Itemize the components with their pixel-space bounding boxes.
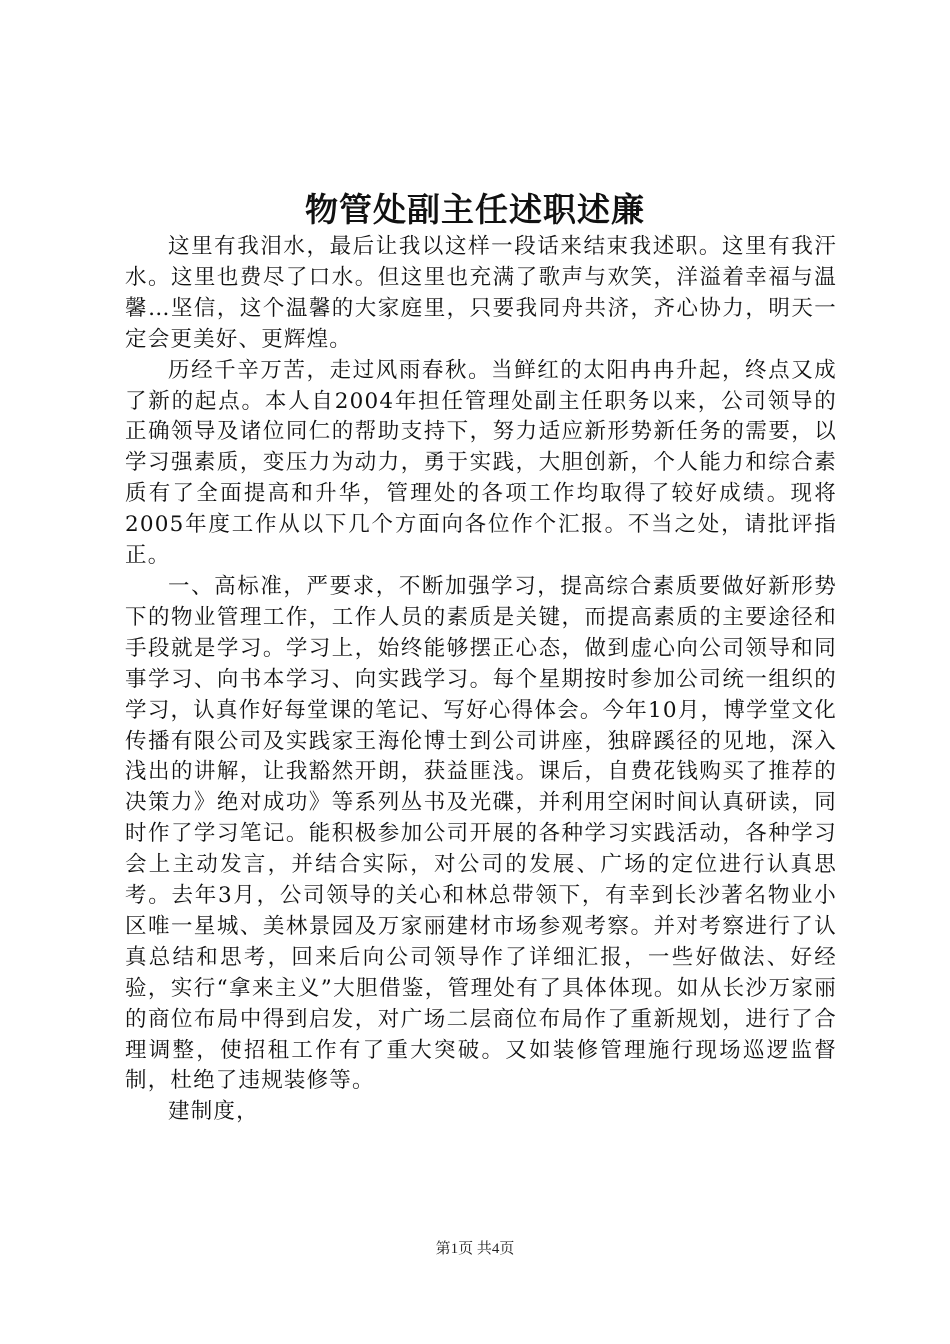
paragraph-2: 历经千辛万苦，走过风雨春秋。当鲜红的太阳冉冉升起，终点又成了新的起点。本人自2004年担任管理处副主任职务以来，公司领导的正确领导及诸位同仁的帮助支持下，努力适应新形势新任务的需要，以学习强素质，变压力为动力，勇于实践，大胆创新，个人能力和综合素质有了全面提高和升华，管理处的各项工作均取得了较好成绩。现将2005年度工作从以下几个方面向各位作个汇报。不当之处，请批评指正。 bbox=[125, 357, 837, 569]
document-title: 物管处副主任述职述廉 bbox=[305, 190, 645, 229]
document-body bbox=[125, 232, 837, 1128]
paragraph-1: 这里有我泪水，最后让我以这样一段话来结束我述职。这里有我汗水。这里也费尽了口水。但这里也充满了歌声与欢笑，洋溢着幸福与温馨…坚信，这个温馨的大家庭里，只要我同舟共济，齐心协力，明天一定会更美好、更辉煌。 bbox=[125, 234, 837, 352]
page-number-footer: 第1页 共4页 bbox=[435, 1241, 515, 1257]
paragraph-4: 建制度， bbox=[168, 1099, 259, 1125]
paragraph-3: 一、高标准，严要求，不断加强学习，提高综合素质要做好新形势下的物业管理工作，工作人员的素质是关键，而提高素质的主要途径和手段就是学习。学习上，始终能够摆正心态，做到虚心向公司领导和同事学习、向书本学习、向实践学习。每个星期按时参加公司统一组织的学习，认真作好每堂课的笔记、写好心得体会。今年10月，博学堂文化传播有限公司及实践家王海伦博士到公司讲座，独辟蹊径的见地，深入浅出的讲解，让我豁然开朗，获益匪浅。课后，自费花钱购买了推荐的决策力》绝对成功》等系列丛书及光碟，并利用空闲时间认真研读，同时作了学习笔记。能积极参加公司开展的各种学习实践活动，各种学习会上主动发言，并结合实际，对公司的发展、广场的定位进行认真思考。去年3月，公司领导的关心和林总带领下，有幸到长沙著名物业小区唯一星城、美林景园及万家丽建材市场参观考察。并对考察进行了认真总结和思考，回来后向公司领导作了详细汇报，一些好做法、好经验，实行“拿来主义”大胆借鉴，管理处有了具体体现。如从长沙万家丽的商位布局中得到启发，对广场二层商位布局作了重新规划，进行了合理调整，使招租工作有了重大突破。又如装修管理施行现场巡逻监督制，杜绝了违规装修等。 bbox=[125, 573, 837, 1094]
